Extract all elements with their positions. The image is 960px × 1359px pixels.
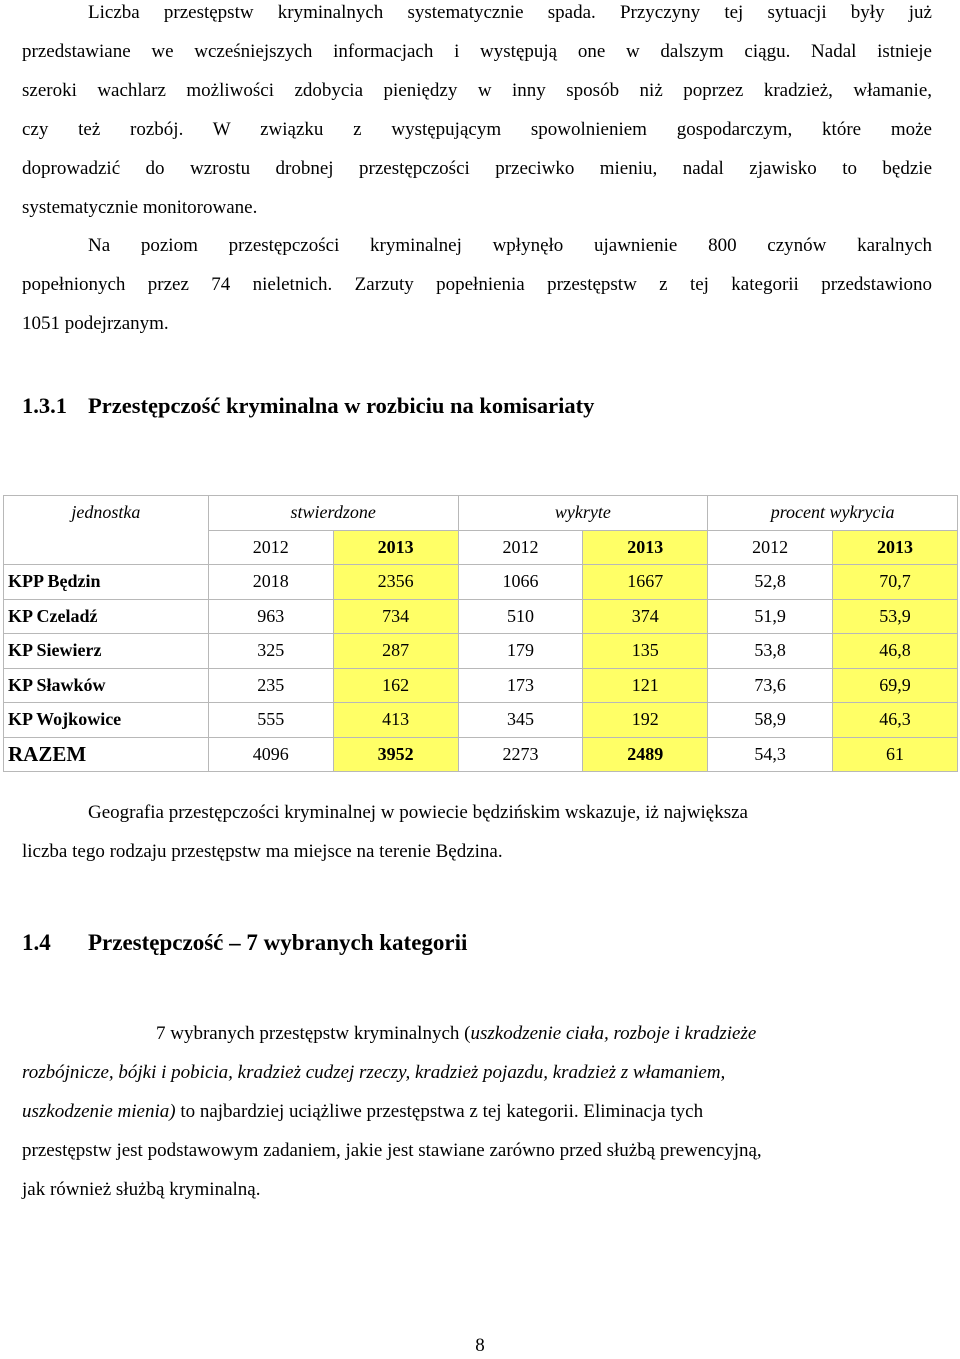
- table-row: [4, 599, 958, 634]
- unit-name: RAZEM: [4, 737, 209, 772]
- section-title: Przestępczość kryminalna w rozbiciu na komisariaty: [88, 393, 595, 418]
- column-header-detected: wykryte: [458, 496, 708, 531]
- intro-paragraph-2: [22, 226, 932, 343]
- table-cell: 51,9: [708, 599, 833, 634]
- section-title: Przestępczość – 7 wybranych kategorii: [88, 930, 468, 955]
- table-cell: 325: [208, 634, 333, 669]
- table-cell: 374: [583, 599, 708, 634]
- table-cell: 3952: [333, 737, 458, 772]
- table-cell: 287: [333, 634, 458, 669]
- table-cell: 555: [208, 703, 333, 738]
- text-line: przedstawiane we wcześniejszych informacjach i występują one w dalszym ciągu. Nadal istnieje: [22, 41, 932, 62]
- year-header: 2013: [833, 530, 958, 565]
- text-fragment: to najbardziej uciążliwe przestępstwa z tej kategorii. Eliminacja tych: [175, 1101, 704, 1122]
- italic-fragment: uszkodzenie ciała, rozboje i kradzieże: [470, 1023, 757, 1044]
- year-header: 2012: [708, 530, 833, 565]
- table-cell: 70,7: [833, 565, 958, 600]
- table-cell: 52,8: [708, 565, 833, 600]
- year-header: 2012: [458, 530, 583, 565]
- table-cell: 2273: [458, 737, 583, 772]
- table-cell: 2489: [583, 737, 708, 772]
- table-cell: 61: [833, 737, 958, 772]
- text-line: rozbójnicze, bójki i pobicia, kradzież cudzej rzeczy, kradzież pojazdu, kradzież z włamaniem,: [22, 1062, 726, 1083]
- section-heading-1-3-1: [22, 393, 594, 419]
- table-cell: 69,9: [833, 668, 958, 703]
- column-header-reported: stwierdzone: [208, 496, 458, 531]
- unit-name: KP Siewierz: [4, 634, 209, 669]
- text-line: doprowadzić do wzrostu drobnej przestępczości przeciwko mieniu, nadal zjawisko to będzie: [22, 158, 932, 179]
- table-header-row: [4, 496, 958, 531]
- text-line: przestępstw jest podstawowym zadaniem, jakie jest stawiane zarówno przed służbą prewencyjną,: [22, 1140, 762, 1161]
- table-total-row: [4, 737, 958, 772]
- text-fragment: 7 wybranych przestępstw kryminalnych (: [156, 1023, 471, 1044]
- section-number: 1.4: [22, 930, 51, 955]
- table-cell: 1667: [583, 565, 708, 600]
- table-row: [4, 703, 958, 738]
- text-line: Geografia przestępczości kryminalnej w powiecie będzińskim wskazuje, iż największa: [88, 802, 748, 823]
- table-cell: 192: [583, 703, 708, 738]
- geography-paragraph: [22, 793, 932, 871]
- page-number: 8: [475, 1335, 485, 1356]
- table-cell: 54,3: [708, 737, 833, 772]
- table-cell: 4096: [208, 737, 333, 772]
- unit-name: KP Sławków: [4, 668, 209, 703]
- year-header: 2013: [333, 530, 458, 565]
- text-line: [22, 1014, 932, 1053]
- text-line: 1051 podejrzanym.: [22, 313, 169, 334]
- table-cell: 121: [583, 668, 708, 703]
- table-cell: 53,9: [833, 599, 958, 634]
- text-line: Liczba przestępstw kryminalnych systematycznie spada. Przyczyny tej sytuacji były już: [88, 2, 932, 23]
- text-line: [22, 1092, 932, 1131]
- police-stations-table: [3, 495, 958, 772]
- table-cell: 734: [333, 599, 458, 634]
- text-line: Na poziom przestępczości kryminalnej wpłynęło ujawnienie 800 czynów karalnych: [88, 235, 932, 256]
- text-line: popełnionych przez 74 nieletnich. Zarzuty popełnienia przestępstw z tej kategorii przedstawiono: [22, 274, 932, 295]
- table-row: [4, 565, 958, 600]
- table-cell: 135: [583, 634, 708, 669]
- text-line: liczba tego rodzaju przestępstw ma miejsce na terenie Będzina.: [22, 841, 503, 862]
- categories-paragraph: [22, 1014, 932, 1209]
- section-number: 1.3.1: [22, 393, 67, 418]
- table-row: [4, 668, 958, 703]
- column-header-unit: jednostka: [4, 496, 209, 565]
- table-cell: 73,6: [708, 668, 833, 703]
- section-heading-1-4: [22, 930, 467, 956]
- unit-name: KPP Będzin: [4, 565, 209, 600]
- table-cell: 162: [333, 668, 458, 703]
- intro-paragraph-1: [22, 0, 932, 227]
- table-cell: 179: [458, 634, 583, 669]
- table-cell: 2018: [208, 565, 333, 600]
- table-row: [4, 634, 958, 669]
- text-line: czy też rozbój. W związku z występującym spowolnieniem gospodarczym, które może: [22, 119, 932, 140]
- table-cell: 46,8: [833, 634, 958, 669]
- table-cell: 345: [458, 703, 583, 738]
- table-cell: 1066: [458, 565, 583, 600]
- unit-name: KP Wojkowice: [4, 703, 209, 738]
- table-cell: 46,3: [833, 703, 958, 738]
- text-line: systematycznie monitorowane.: [22, 197, 258, 218]
- table-cell: 510: [458, 599, 583, 634]
- text-line: jak również służbą kryminalną.: [22, 1179, 261, 1200]
- year-header: 2013: [583, 530, 708, 565]
- table-cell: 235: [208, 668, 333, 703]
- text-line: szeroki wachlarz możliwości zdobycia pieniędzy w inny sposób niż poprzez kradzież, włamanie,: [22, 80, 932, 101]
- table-cell: 53,8: [708, 634, 833, 669]
- table-cell: 963: [208, 599, 333, 634]
- table-cell: 173: [458, 668, 583, 703]
- column-header-detection-rate: procent wykrycia: [708, 496, 958, 531]
- table-cell: 2356: [333, 565, 458, 600]
- table-cell: 413: [333, 703, 458, 738]
- unit-name: KP Czeladź: [4, 599, 209, 634]
- table-cell: 58,9: [708, 703, 833, 738]
- year-header: 2012: [208, 530, 333, 565]
- italic-fragment: uszkodzenie mienia): [22, 1101, 176, 1122]
